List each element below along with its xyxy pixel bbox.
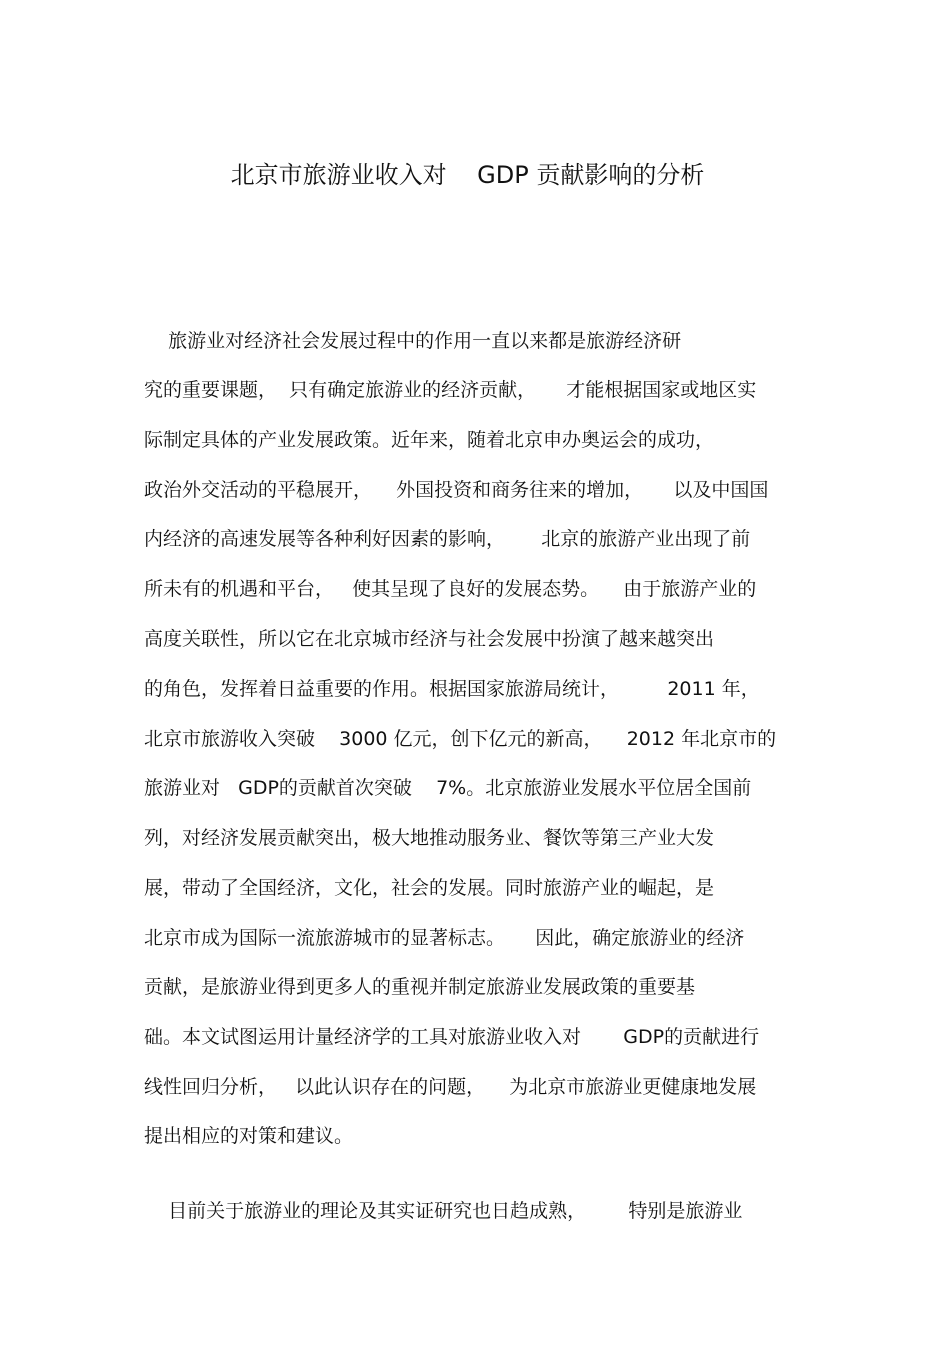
paragraph-1-line-4: 政治外交活动的平稳展开， 外国投资和商务往来的增加， 以及中国国 [144,479,769,501]
paragraph-1-line-5: 内经济的高速发展等各种利好因素的影响， 北京的旅游产业出现了前 [144,528,751,550]
paragraph-1-line-13: 北京市成为国际一流旅游城市的显著标志。 因此，确定旅游业的经济 [144,927,745,949]
paragraph-1-line-14: 贡献，是旅游业得到更多人的重视并制定旅游业发展政策的重要基 [144,976,696,998]
paragraph-1-line-9: 北京市旅游收入突破 3000 亿元，创下亿元的新高， 2012 年北京市的 [144,728,777,750]
paragraph-1-line-7: 高度关联性，所以它在北京城市经济与社会发展中扮演了越来越突出 [144,628,715,650]
document-title: 北京市旅游业收入对 GDP 贡献影响的分析 [230,161,705,189]
paragraph-1-line-17: 提出相应的对策和建议。 [144,1125,354,1147]
paragraph-1-line-11: 列，对经济发展贡献突出，极大地推动服务业、餐饮等第三产业大发 [144,827,715,849]
paragraph-1-line-15: 础。本文试图运用计量经济学的工具对旅游业收入对 GDP的贡献进行 [144,1026,760,1048]
paragraph-1-line-1: 旅游业对经济社会发展过程中的作用一直以来都是旅游经济研 [144,330,682,352]
paragraph-1-line-8: 的角色，发挥着日益重要的作用。根据国家旅游局统计， 2011 年， [144,678,760,700]
paragraph-1-line-16: 线性回归分析， 以此认识存在的问题， 为北京市旅游业更健康地发展 [144,1076,757,1098]
paragraph-2-line-1: 目前关于旅游业的理论及其实证研究也日趋成熟， 特别是旅游业 [144,1200,743,1222]
paragraph-1-line-12: 展，带动了全国经济，文化，社会的发展。同时旅游产业的崛起，是 [144,877,715,899]
paragraph-1-line-6: 所未有的机遇和平台， 使其呈现了良好的发展态势。 由于旅游产业的 [144,578,757,600]
paragraph-1-line-2: 究的重要课题， 只有确定旅游业的经济贡献， 才能根据国家或地区实 [144,379,757,401]
paragraph-1-line-10: 旅游业对 GDP的贡献首次突破 7%。北京旅游业发展水平位居全国前 [144,777,752,799]
paragraph-1-line-3: 际制定具体的产业发展政策。近年来，随着北京申办奥运会的成功， [144,429,715,451]
